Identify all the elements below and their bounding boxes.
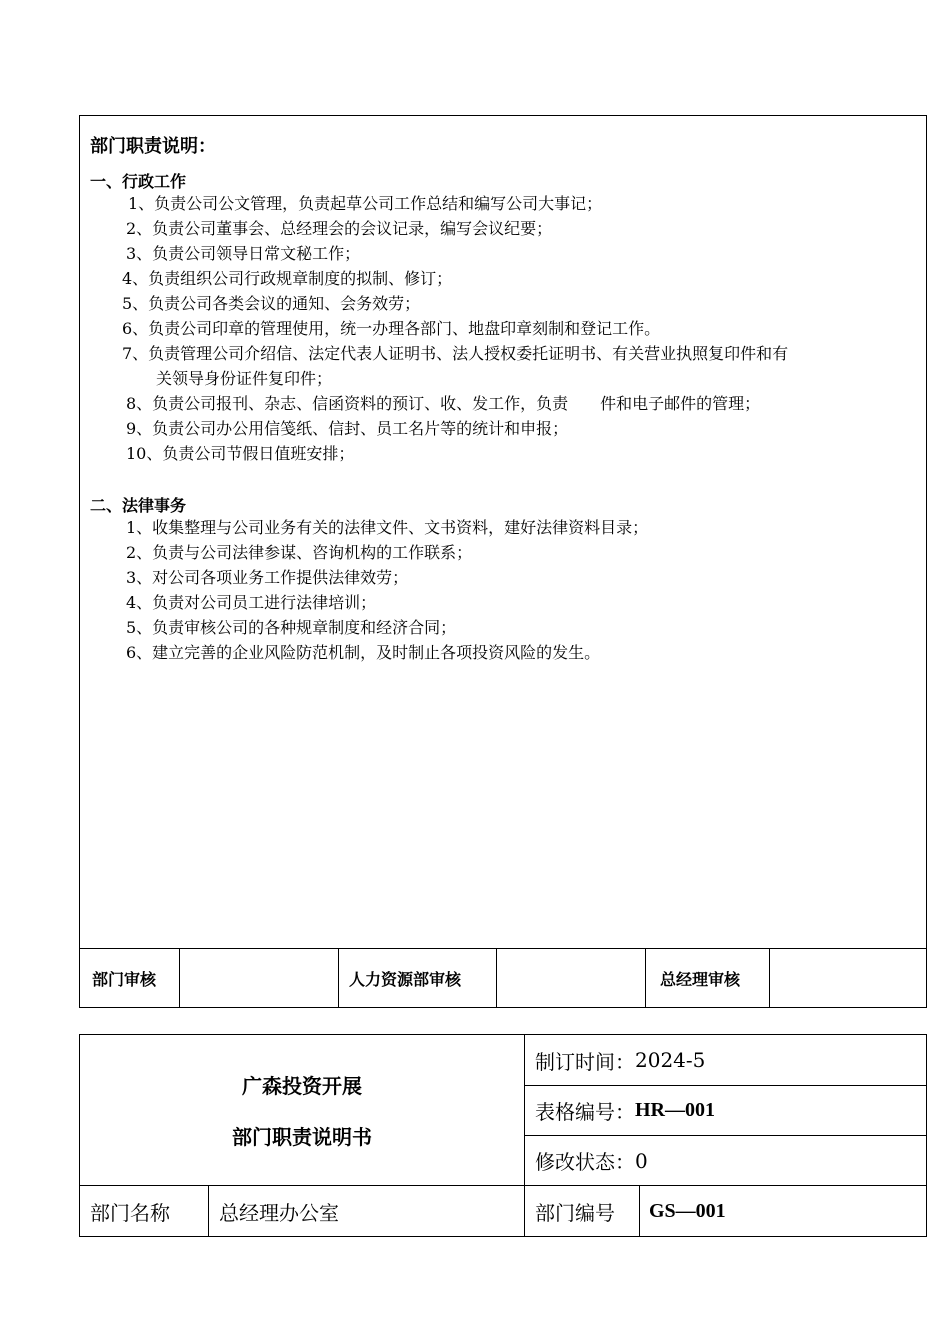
list-item: 10、负责公司节假日值班安排； xyxy=(126,444,355,463)
section-legal-title: 二、法律事务 xyxy=(90,496,187,515)
hr-review-signature[interactable] xyxy=(497,949,646,1008)
dept-name-value: 总经理办公室 xyxy=(209,1186,525,1236)
dept-review-label: 部门审核 xyxy=(80,949,180,1008)
form-no-value: HR—001 xyxy=(635,1099,715,1121)
list-item: 1、负责公司公文管理，负责起草公司工作总结和编写公司大事记； xyxy=(128,194,603,213)
dept-name-label: 部门名称 xyxy=(80,1186,209,1236)
gm-review-signature[interactable] xyxy=(770,949,926,1008)
list-item: 关领导身份证件复印件； xyxy=(156,369,333,388)
list-item: 2、负责与公司法律参谋、咨询机构的工作联系； xyxy=(126,543,473,562)
dept-no-value: GS—001 xyxy=(649,1199,726,1222)
list-item: 8、负责公司报刊、杂志、信函资料的预订、收、发工作，负责 件和电子邮件的管理； xyxy=(126,394,761,413)
list-item: 6、建立完善的企业风险防范机制，及时制止各项投资风险的发生。 xyxy=(126,643,601,662)
title-block xyxy=(80,1035,525,1186)
doc-title: 部门职责说明书 xyxy=(232,1125,372,1149)
dept-no-label: 部门编号 xyxy=(525,1186,640,1236)
list-item: 5、负责公司各类会议的通知、会务效劳； xyxy=(122,294,421,313)
list-item: 1、收集整理与公司业务有关的法律文件、文书资料，建好法律资料目录； xyxy=(126,518,649,537)
list-item: 6、负责公司印章的管理使用，统一办理各部门、地盘印章刻制和登记工作。 xyxy=(122,319,661,338)
hr-review-label: 人力资源部审核 xyxy=(339,949,497,1008)
gm-review-label: 总经理审核 xyxy=(646,949,770,1008)
list-item: 4、负责组织公司行政规章制度的拟制、修订； xyxy=(122,269,453,288)
header-table xyxy=(79,1034,927,1237)
section-admin-title: 一、行政工作 xyxy=(90,172,187,191)
duties-box xyxy=(79,115,927,1008)
signoff-row xyxy=(80,948,926,1008)
list-item: 2、负责公司董事会、总经理会的会议记录，编写会议纪要； xyxy=(126,219,553,238)
status-label: 修改状态： xyxy=(535,1150,635,1174)
list-item: 7、负责管理公司介绍信、法定代表人证明书、法人授权委托证明书、有关营业执照复印件和有 xyxy=(122,344,789,363)
list-item: 5、负责审核公司的各种规章制度和经济合同； xyxy=(126,618,457,637)
list-item: 4、负责对公司员工进行法律培训； xyxy=(126,593,377,612)
revision-date-row xyxy=(525,1035,926,1086)
form-no-label: 表格编号： xyxy=(535,1100,635,1124)
dept-review-signature[interactable] xyxy=(180,949,339,1008)
revision-date-label: 制订时间： xyxy=(535,1049,635,1074)
duties-heading: 部门职责说明： xyxy=(90,136,216,157)
status-value: 0 xyxy=(635,1148,648,1173)
list-item: 3、负责公司领导日常文秘工作； xyxy=(126,244,361,263)
revision-date-value: 2024-5 xyxy=(635,1048,706,1072)
company-name: 广森投资开展 xyxy=(242,1074,362,1098)
status-row xyxy=(525,1136,926,1186)
list-item: 9、负责公司办公用信笺纸、信封、员工名片等的统计和申报； xyxy=(126,419,569,438)
form-no-row xyxy=(525,1086,926,1136)
list-item: 3、对公司各项业务工作提供法律效劳； xyxy=(126,568,409,587)
